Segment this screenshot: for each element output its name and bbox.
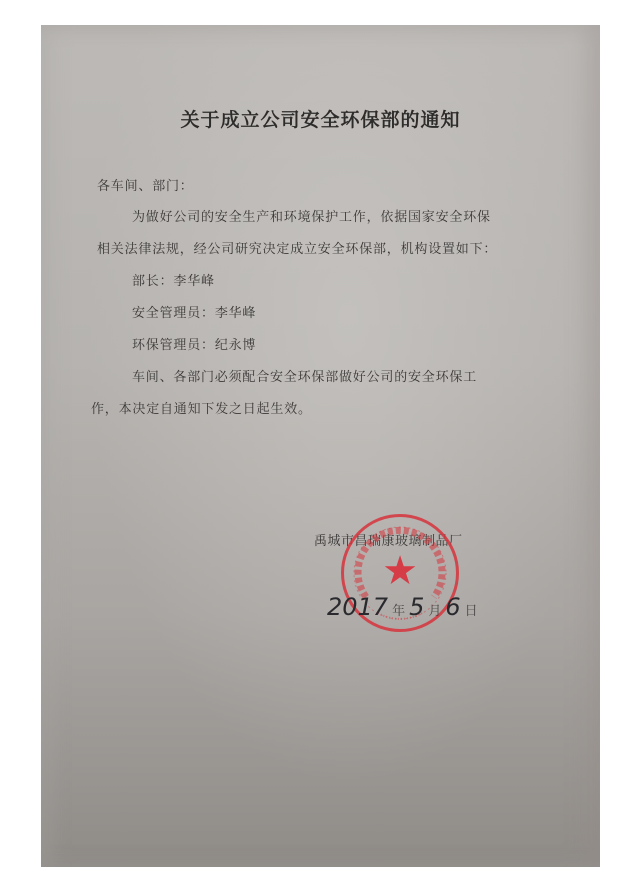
- position-name: 李华峰: [214, 306, 257, 321]
- closing-line-2: 作，本决定自通知下发之日起生效。: [91, 402, 312, 417]
- star-icon: ★: [382, 548, 418, 594]
- date-day: 6: [445, 593, 461, 621]
- position-director: [132, 270, 215, 289]
- position-name: 李华峰: [173, 274, 215, 289]
- date-year: 2017: [327, 593, 389, 621]
- paragraph-line-1: 为做好公司的安全生产和环境保护工作，依据国家安全环保: [132, 210, 491, 225]
- date-year-unit: 年: [392, 604, 406, 619]
- date-month-unit: 月: [428, 604, 442, 619]
- signatory-company: 禹城市昌瑞康玻璃制品厂: [314, 534, 463, 549]
- position-environment-manager: [132, 334, 256, 353]
- position-role: 环保管理员：: [132, 338, 215, 353]
- document-page: [41, 25, 600, 867]
- document-title: 关于成立公司安全环保部的通知: [180, 109, 461, 131]
- position-role: 部长：: [132, 274, 174, 289]
- position-name: 纪永博: [214, 338, 257, 353]
- position-safety-manager: [132, 302, 256, 321]
- paragraph-line-2: 相关法律法规，经公司研究决定成立安全环保部，机构设置如下：: [97, 242, 498, 257]
- date-day-unit: 日: [464, 604, 478, 619]
- position-role: 安全管理员：: [132, 306, 215, 321]
- issue-date: [327, 593, 482, 621]
- closing-line-1: 车间、各部门必须配合安全环保部做好公司的安全环保工: [132, 370, 478, 385]
- salutation: 各车间、部门：: [97, 179, 194, 194]
- date-month: 5: [409, 593, 425, 621]
